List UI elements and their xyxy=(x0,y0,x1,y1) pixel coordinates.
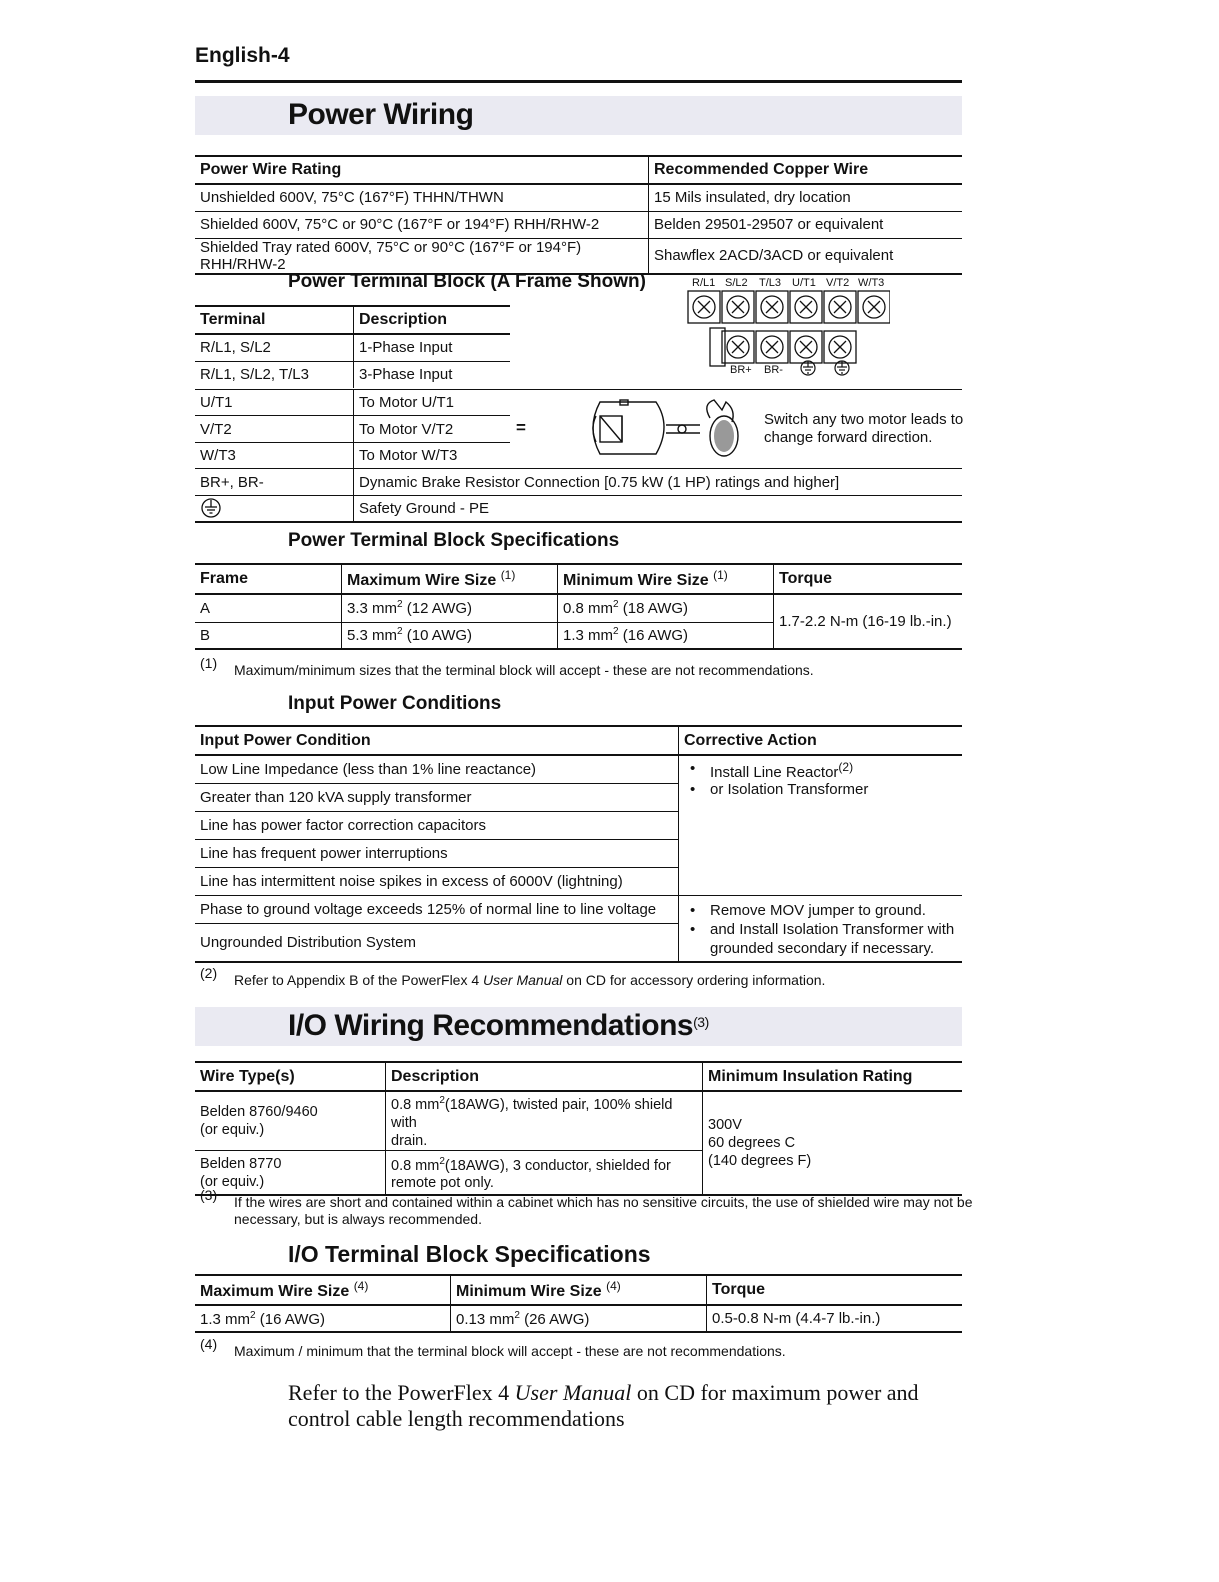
table-cell: 0.8 $mm^2$ (18 AWG) xyxy=(558,594,774,622)
table-cell: Shielded 600V, 75°C or 90°C (167°F or 194°F) RHH/RHW-2 xyxy=(195,211,649,238)
table-header: Minimum Insulation Rating xyxy=(708,1067,913,1085)
list-item: • Install Line Reactor$^{(2)}$ xyxy=(684,760,957,781)
io-specs-table xyxy=(195,1274,962,1333)
table-row xyxy=(195,1091,962,1150)
footnote-mark: (2) xyxy=(200,965,218,981)
equals-sign: = xyxy=(516,418,526,437)
table-cell: 0.8 $mm^2(18AWG)$, 3 conductor, shielded for remote pot only. xyxy=(386,1150,703,1195)
table-row xyxy=(195,1305,962,1332)
table-cell: 1.3 $mm^2$ (16 AWG) xyxy=(195,1305,451,1332)
page-header: English-4 xyxy=(195,44,290,67)
table-row xyxy=(195,361,510,388)
subsection-title: Input Power Conditions xyxy=(288,693,502,714)
table-cell: W/T3 xyxy=(195,443,354,469)
footnote: Refer to Appendix B of the PowerFlex 4 User Manual on CD for accessory ordering information. xyxy=(234,972,826,988)
table-cell: R/L1, S/L2 xyxy=(195,334,354,361)
table-cell: Low Line Impedance (less than 1% line reactance) xyxy=(195,755,679,783)
table-cell: Line has frequent power interruptions xyxy=(195,839,679,867)
table-cell: 0.5-0.8 N-m (4.4-7 lb.-in.) xyxy=(712,1310,881,1327)
table-row xyxy=(195,496,962,522)
table-cell: 1.7-2.2 N-m (16-19 lb.-in.) xyxy=(779,613,952,630)
table-header: Maximum Wire Size $^{(4)}$ xyxy=(195,1275,451,1305)
terminal-table xyxy=(195,305,510,388)
table-header: Power Wire Rating xyxy=(195,156,649,184)
corrective-action xyxy=(679,895,963,962)
table-cell: 0.8 $mm^2(18AWG)$, twisted pair, 100% shield with drain. xyxy=(386,1091,703,1150)
table-row xyxy=(195,469,962,496)
terminal-label: W/T3 xyxy=(858,277,885,289)
table-cell: 0.13 $mm^2$ (26 AWG) xyxy=(451,1305,707,1332)
terminal-label: V/T2 xyxy=(826,277,850,289)
table-cell: Unshielded 600V, 75°C (167°F) THHN/THWN xyxy=(195,184,649,211)
terminal-label: BR- xyxy=(764,364,783,376)
footnote-mark: (3) xyxy=(200,1187,218,1203)
table-cell: U/T1 xyxy=(195,390,354,416)
table-row xyxy=(195,755,962,783)
table-header: Minimum Wire Size $^{(1)}$ xyxy=(558,564,774,594)
table-cell: R/L1, S/L2, T/L3 xyxy=(195,361,354,388)
list-item: • Remove MOV jumper to ground. xyxy=(684,901,957,920)
footnote: Maximum / minimum that the terminal block will accept - these are not recommendations. xyxy=(234,1343,786,1359)
table-header: Minimum Wire Size $^{(4)}$ xyxy=(451,1275,707,1305)
subsection-title: I/O Terminal Block Specifications xyxy=(288,1241,651,1267)
terminal-label: R/L1 xyxy=(692,277,716,289)
table-row xyxy=(195,211,962,238)
table-cell: To Motor U/T1 xyxy=(354,390,511,416)
terminal-block-diagram xyxy=(680,272,890,380)
footnote-mark: (4) xyxy=(200,1336,218,1352)
motor-note-line: change forward direction. xyxy=(764,429,933,446)
table-cell: Phase to ground voltage exceeds 125% of normal line to line voltage xyxy=(195,895,679,923)
power-wire-table xyxy=(195,155,962,275)
table-header: Wire Type(s) xyxy=(195,1062,386,1091)
table-cell: To Motor V/T2 xyxy=(354,416,511,443)
list-item: • and Install Isolation Transformer with grounded secondary if necessary. xyxy=(684,920,957,958)
table-row xyxy=(195,895,962,923)
input-power-table xyxy=(195,725,962,963)
table-cell: To Motor W/T3 xyxy=(359,447,458,464)
terminal-label: S/L2 xyxy=(725,277,748,289)
table-cell xyxy=(195,496,354,522)
table-header: Description xyxy=(386,1062,703,1091)
io-wiring-table xyxy=(195,1061,962,1196)
table-cell: A xyxy=(195,594,342,622)
table-cell: 15 Mils insulated, dry location xyxy=(654,189,851,207)
table-cell: 5.3 $mm^2$ (10 AWG) xyxy=(342,622,558,649)
table-header: Corrective Action xyxy=(684,731,817,749)
table-cell: Shawflex 2ACD/3ACD or equivalent xyxy=(654,247,894,264)
subsection-title: Power Terminal Block Specifications xyxy=(288,530,620,551)
table-row xyxy=(195,334,510,361)
table-cell: Dynamic Brake Resistor Connection [0.75 kW (1 HP) ratings and higher] xyxy=(359,473,840,491)
table-cell: Line has intermittent noise spikes in excess of 6000V (lightning) xyxy=(195,867,679,895)
motor-note xyxy=(764,411,963,447)
subsection-title: Power Terminal Block (A Frame Shown) xyxy=(288,271,646,292)
table-cell: B xyxy=(195,622,342,649)
header-rule xyxy=(195,80,962,83)
section-title: I/O Wiring Recommendations$^{(3)}$ xyxy=(288,1009,709,1042)
list-item: • or Isolation Transformer xyxy=(684,781,957,798)
section-title: Power Wiring xyxy=(288,98,474,131)
table-cell: Ungrounded Distribution System xyxy=(195,923,679,962)
table-header: Frame xyxy=(195,564,342,594)
footnote: If the wires are short and contained within a cabinet which has no sensitive circuits, the use of shielded wire may not be necessary, but is always recommended. xyxy=(234,1194,973,1227)
section-band-io-wiring xyxy=(195,1007,962,1046)
footnote: Maximum/minimum sizes that the terminal block will accept - these are not recommendations. xyxy=(234,662,814,678)
table-cell: Safety Ground - PE xyxy=(359,499,490,517)
table-cell: 3.3 $mm^2$ (12 AWG) xyxy=(342,594,558,622)
table-cell: Line has power factor correction capacitors xyxy=(195,811,679,839)
table-header: Recommended Copper Wire xyxy=(654,161,869,178)
terminal-specs-table xyxy=(195,563,962,650)
ground-icon xyxy=(200,497,224,519)
table-header: Input Power Condition xyxy=(195,726,679,755)
table-cell: Belden 8770 (or equiv.) xyxy=(195,1150,386,1195)
table-header: Torque xyxy=(779,570,833,587)
table-cell: V/T2 xyxy=(195,416,354,443)
motor-note-line: Switch any two motor leads to xyxy=(764,411,964,428)
table-header: Maximum Wire Size $^{(1)}$ xyxy=(342,564,558,594)
table-cell: 1-Phase Input xyxy=(359,339,453,357)
table-row xyxy=(195,594,962,622)
table-cell: Belden 8760/9460 (or equiv.) xyxy=(195,1091,386,1150)
table-cell: 3-Phase Input xyxy=(359,366,453,384)
terminal-label: U/T1 xyxy=(792,277,816,289)
table-header: Description xyxy=(359,311,448,328)
table-cell: Greater than 120 kVA supply transformer xyxy=(195,783,679,811)
terminal-table-motor xyxy=(195,389,962,523)
motor-icon xyxy=(582,396,744,464)
closing-paragraph: Refer to the PowerFlex 4 User Manual on CD for maximum power and control cable length recommendations xyxy=(288,1380,919,1431)
table-cell: Shielded Tray rated 600V, 75°C or 90°C (167°F or 194°F) RHH/RHW-2 xyxy=(195,238,649,274)
table-row xyxy=(195,238,962,274)
table-header: Terminal xyxy=(195,306,354,334)
terminal-label: T/L3 xyxy=(759,277,782,289)
table-cell: 300V 60 degrees C (140 degrees F) xyxy=(708,1117,812,1170)
terminal-label: BR+ xyxy=(730,364,752,376)
table-cell: Belden 29501-29507 or equivalent xyxy=(654,216,884,233)
footnote-mark: (1) xyxy=(200,655,218,671)
corrective-action xyxy=(679,755,963,895)
section-band-power-wiring xyxy=(195,96,962,135)
table-cell: 1.3 $mm^2$ (16 AWG) xyxy=(558,622,774,649)
terminal-screws xyxy=(688,291,890,366)
table-row xyxy=(195,184,962,211)
table-cell: BR+, BR- xyxy=(195,469,354,496)
table-header: Torque xyxy=(712,1281,766,1298)
